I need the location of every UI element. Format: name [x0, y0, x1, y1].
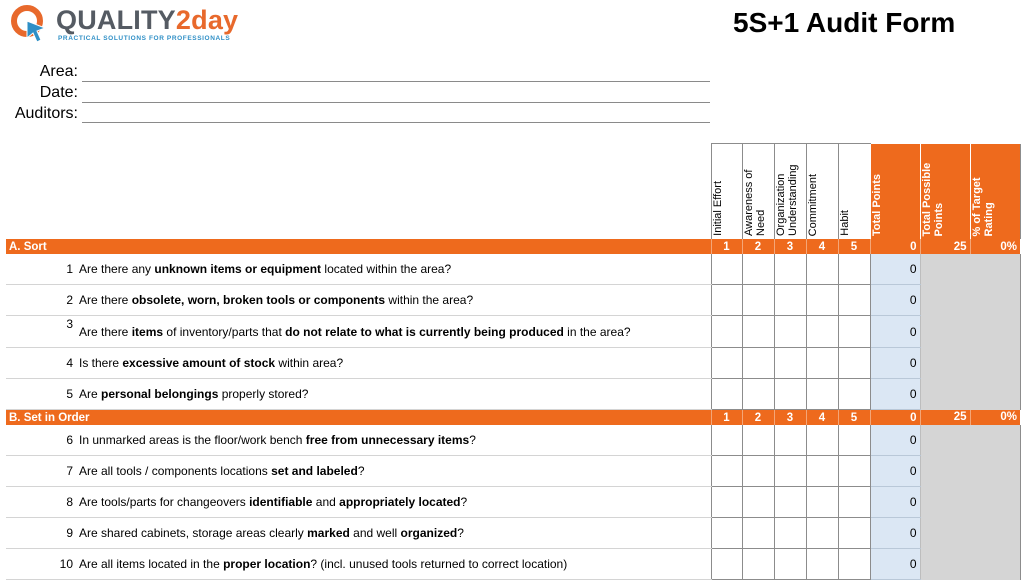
grey-filler-cell — [920, 456, 970, 487]
section-total-possible: 25 — [920, 239, 970, 254]
question-row — [6, 456, 1020, 487]
question-text-segment: and — [312, 495, 340, 509]
question-text — [76, 549, 711, 580]
question-row — [6, 285, 1020, 316]
score-cell[interactable] — [711, 254, 742, 285]
score-cell[interactable] — [774, 549, 806, 580]
question-total-points: 0 — [870, 456, 920, 487]
section-level-number: 5 — [838, 410, 870, 426]
brand-tagline: PRACTICAL SOLUTIONS FOR PROFESSIONALS — [58, 35, 231, 42]
auditors-label: Auditors: — [14, 105, 78, 122]
question-text-segment: Are — [79, 387, 102, 401]
score-cell[interactable] — [806, 549, 838, 580]
section-title: B. Set in Order — [6, 410, 711, 426]
column-pct-target-rating: % of Target Rating — [970, 144, 1020, 240]
question-text-segment: Are there any — [79, 262, 155, 276]
column-initial-effort: Initial Effort — [711, 144, 742, 240]
grey-filler-cell — [970, 379, 1020, 410]
score-cell[interactable] — [806, 254, 838, 285]
question-text — [76, 379, 711, 410]
question-text-emphasis: organized — [400, 526, 458, 540]
score-cell[interactable] — [838, 285, 870, 316]
section-total-points: 0 — [870, 239, 920, 254]
grey-filler-cell — [920, 285, 970, 316]
score-cell[interactable] — [742, 487, 774, 518]
score-cell[interactable] — [742, 285, 774, 316]
score-cell[interactable] — [806, 348, 838, 379]
question-text-segment: located within the area? — [321, 262, 452, 276]
section-level-number: 2 — [742, 410, 774, 426]
column-total-points: Total Points — [870, 144, 920, 240]
question-text-emphasis: set and labeled — [271, 464, 358, 478]
score-cell[interactable] — [742, 254, 774, 285]
score-cell[interactable] — [742, 425, 774, 456]
question-number: 7 — [6, 456, 76, 487]
question-text-segment: ? (incl. unused tools returned to correct location) — [310, 557, 568, 571]
date-field[interactable] — [82, 102, 710, 103]
grey-filler-cell — [970, 254, 1020, 285]
score-cell[interactable] — [774, 348, 806, 379]
section-total-points: 0 — [870, 410, 920, 426]
score-cell[interactable] — [742, 316, 774, 348]
section-level-number: 4 — [806, 410, 838, 426]
score-cell[interactable] — [711, 285, 742, 316]
question-text — [76, 254, 711, 285]
question-text-emphasis: appropriately located — [339, 495, 461, 509]
question-text-emphasis: obsolete, worn, broken tools or components — [131, 293, 386, 307]
question-text-emphasis: identifiable — [249, 495, 313, 509]
grey-filler-cell — [920, 348, 970, 379]
section-level-number: 2 — [742, 239, 774, 254]
question-text-segment: Are there — [79, 324, 132, 339]
score-cell[interactable] — [806, 316, 838, 348]
question-number: 6 — [6, 425, 76, 456]
question-row — [6, 316, 1020, 348]
section-level-number: 5 — [838, 239, 870, 254]
question-text-segment: Are shared cabinets, storage areas clearly — [79, 526, 308, 540]
question-total-points: 0 — [870, 254, 920, 285]
grey-filler-cell — [920, 254, 970, 285]
question-number: 9 — [6, 518, 76, 549]
score-cell[interactable] — [838, 456, 870, 487]
score-cell[interactable] — [838, 549, 870, 580]
question-text — [76, 348, 711, 379]
score-cell[interactable] — [711, 316, 742, 348]
question-text-segment: properly stored? — [218, 387, 309, 401]
question-text — [76, 456, 711, 487]
grey-filler-cell — [970, 487, 1020, 518]
question-text-segment: ? — [357, 464, 365, 478]
area-label: Area: — [39, 63, 78, 80]
section-pct-target: 0% — [970, 410, 1020, 426]
score-cell[interactable] — [774, 254, 806, 285]
question-row — [6, 549, 1020, 580]
score-cell[interactable] — [742, 456, 774, 487]
score-cell[interactable] — [742, 379, 774, 410]
question-row — [6, 518, 1020, 549]
question-text — [76, 316, 711, 348]
question-total-points: 0 — [870, 425, 920, 456]
score-cell[interactable] — [711, 379, 742, 410]
score-cell[interactable] — [742, 348, 774, 379]
grey-filler-cell — [920, 518, 970, 549]
score-cell[interactable] — [838, 379, 870, 410]
question-total-points: 0 — [870, 285, 920, 316]
question-text-segment: Are all items located in the — [79, 557, 224, 571]
question-text-segment: Is there — [79, 356, 123, 370]
score-cell[interactable] — [838, 254, 870, 285]
question-text-emphasis: items — [131, 324, 164, 339]
question-text-segment: within the area? — [385, 293, 474, 307]
question-text — [76, 487, 711, 518]
score-cell[interactable] — [838, 348, 870, 379]
header-spacer — [6, 144, 711, 240]
question-text-segment: ? — [469, 433, 476, 447]
grey-filler-cell — [970, 285, 1020, 316]
q-cursor-logo-icon — [10, 4, 50, 44]
score-cell[interactable] — [774, 379, 806, 410]
question-number: 8 — [6, 487, 76, 518]
column-habit: Habit — [838, 144, 870, 240]
question-total-points: 0 — [870, 518, 920, 549]
grey-filler-cell — [920, 425, 970, 456]
question-row — [6, 487, 1020, 518]
score-cell[interactable] — [711, 518, 742, 549]
question-row — [6, 425, 1020, 456]
score-cell[interactable] — [711, 549, 742, 580]
question-number: 5 — [6, 379, 76, 410]
column-header-row — [6, 144, 1020, 240]
score-cell[interactable] — [711, 425, 742, 456]
question-number: 3 — [6, 316, 76, 348]
question-text-segment: of inventory/parts that — [163, 324, 286, 339]
score-cell[interactable] — [806, 456, 838, 487]
score-cell[interactable] — [774, 456, 806, 487]
grey-filler-cell — [970, 549, 1020, 580]
score-cell[interactable] — [711, 348, 742, 379]
score-cell[interactable] — [711, 487, 742, 518]
question-number: 4 — [6, 348, 76, 379]
question-row — [6, 379, 1020, 410]
column-organization-understanding: Organization Understanding — [774, 144, 806, 240]
score-cell[interactable] — [742, 518, 774, 549]
brand-name-accent: 2day — [175, 5, 239, 35]
question-total-points: 0 — [870, 348, 920, 379]
question-total-points: 0 — [870, 487, 920, 518]
score-cell[interactable] — [838, 518, 870, 549]
section-header-row — [6, 239, 1020, 254]
auditors-field[interactable] — [82, 122, 710, 123]
score-cell[interactable] — [806, 518, 838, 549]
question-text-segment: Are there — [79, 293, 132, 307]
score-cell[interactable] — [774, 518, 806, 549]
grey-filler-cell — [970, 456, 1020, 487]
section-level-number: 1 — [711, 239, 742, 254]
grey-filler-cell — [920, 316, 970, 348]
question-row — [6, 254, 1020, 285]
score-cell[interactable] — [806, 285, 838, 316]
question-text — [76, 285, 711, 316]
score-cell[interactable] — [774, 316, 806, 348]
question-row — [6, 348, 1020, 379]
question-text-emphasis: personal belongings — [101, 387, 219, 401]
section-header-row — [6, 410, 1020, 426]
question-total-points: 0 — [870, 379, 920, 410]
column-commitment: Commitment — [806, 144, 838, 240]
brand-name — [56, 4, 238, 36]
score-cell[interactable] — [806, 487, 838, 518]
grey-filler-cell — [970, 348, 1020, 379]
grey-filler-cell — [920, 549, 970, 580]
grey-filler-cell — [970, 425, 1020, 456]
score-cell[interactable] — [806, 379, 838, 410]
question-text-segment: In unmarked areas is the floor/work bench — [79, 433, 306, 447]
brand-name-main: QUALITY — [56, 5, 176, 35]
score-cell[interactable] — [742, 549, 774, 580]
score-cell[interactable] — [774, 285, 806, 316]
score-cell[interactable] — [806, 425, 838, 456]
score-cell[interactable] — [838, 316, 870, 348]
question-number: 2 — [6, 285, 76, 316]
brand-logo — [10, 4, 260, 44]
question-text-segment: within area? — [275, 356, 344, 370]
audit-table — [6, 143, 1021, 580]
question-text-emphasis: marked — [307, 526, 350, 540]
section-level-number: 3 — [774, 410, 806, 426]
question-text — [76, 425, 711, 456]
section-title: A. Sort — [6, 239, 711, 254]
score-cell[interactable] — [838, 425, 870, 456]
question-text-segment: and well — [349, 526, 401, 540]
column-total-possible-points: Total Possible Points — [920, 144, 970, 240]
column-awareness-of-need: Awareness of Need — [742, 144, 774, 240]
form-title: 5S+1 Audit Form — [733, 7, 956, 38]
question-total-points: 0 — [870, 549, 920, 580]
section-level-number: 4 — [806, 239, 838, 254]
question-total-points: 0 — [870, 316, 920, 348]
question-text-segment: ? — [457, 526, 464, 540]
section-level-number: 1 — [711, 410, 742, 426]
grey-filler-cell — [920, 487, 970, 518]
area-field[interactable] — [82, 81, 710, 82]
question-text-emphasis: unknown items or equipment — [154, 262, 322, 276]
question-text-emphasis: excessive amount of stock — [122, 356, 276, 370]
question-number: 1 — [6, 254, 76, 285]
section-pct-target: 0% — [970, 239, 1020, 254]
grey-filler-cell — [970, 316, 1020, 348]
score-cell[interactable] — [838, 487, 870, 518]
question-text-segment: Are all tools / components locations — [79, 464, 272, 478]
question-text — [76, 518, 711, 549]
section-total-possible: 25 — [920, 410, 970, 426]
question-text-segment: in the area? — [563, 324, 631, 339]
grey-filler-cell — [920, 379, 970, 410]
score-cell[interactable] — [774, 425, 806, 456]
section-level-number: 3 — [774, 239, 806, 254]
grey-filler-cell — [970, 518, 1020, 549]
question-text-emphasis: do not relate to what is currently being produced — [285, 324, 564, 339]
question-number: 10 — [6, 549, 76, 580]
score-cell[interactable] — [774, 487, 806, 518]
question-text-segment: Are tools/parts for changeovers — [79, 495, 250, 509]
date-label: Date: — [39, 84, 78, 101]
question-text-segment: ? — [460, 495, 468, 509]
score-cell[interactable] — [711, 456, 742, 487]
question-text-emphasis: free from unnecessary items — [305, 433, 470, 447]
question-text-emphasis: proper location — [223, 557, 311, 571]
